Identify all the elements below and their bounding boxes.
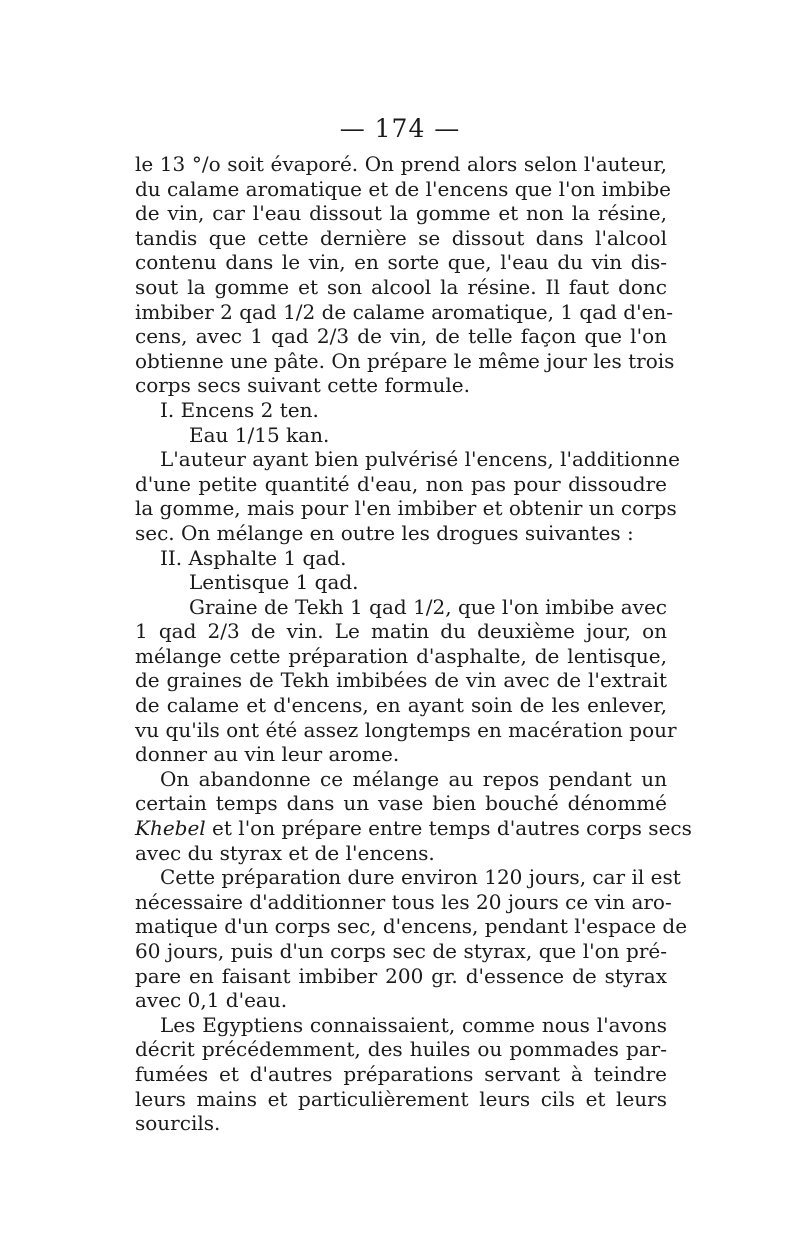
text-line: d'une petite quantité d'eau, non pas pour dissoudre — [135, 471, 667, 496]
text-line — [135, 816, 692, 841]
text-line: la gomme, mais pour l'en imbiber et obtenir un corps — [135, 496, 677, 521]
emphasized-term: Khebel — [135, 816, 206, 841]
text-line: II. Asphalte 1 qad. — [160, 545, 347, 570]
text-line: Les Egyptiens connaissaient, comme nous l'avons — [160, 1012, 667, 1037]
text-line: L'auteur ayant bien pulvérisé l'encens, l'additionne — [160, 447, 680, 472]
text-line: matique d'un corps sec, d'encens, pendant l'espace de — [135, 914, 688, 939]
text-line: décrit précédemment, des huiles ou pommades par- — [135, 1037, 667, 1062]
text-line: de vin, car l'eau dissout la gomme et non la résine, — [135, 201, 667, 226]
text-line: de calame et d'encens, en ayant soin de les enlever, — [135, 693, 667, 718]
text-line: Cette préparation dure environ 120 jours, car il est — [160, 865, 681, 890]
text-line: On abandonne ce mélange au repos pendant un — [160, 766, 667, 791]
text-line: sourcils. — [135, 1111, 221, 1136]
text-line: imbiber 2 qad 1/2 de calame aromatique, 1 qad d'en- — [135, 299, 674, 324]
text-line: Lentisque 1 qad. — [189, 570, 359, 595]
text-line: du calame aromatique et de l'encens que l'on imbibe — [135, 176, 671, 201]
text-line: de graines de Tekh imbibées de vin avec de l'extrait — [135, 668, 667, 693]
text-line: obtienne une pâte. On prépare le même jour les trois — [135, 348, 675, 373]
page-number: — 174 — — [339, 114, 461, 143]
text-line: certain temps dans un vase bien bouché dénommé — [135, 791, 667, 816]
text-line: 60 jours, puis d'un corps sec de styrax, que l'on pré- — [135, 939, 667, 963]
text-line: 1 qad 2/3 de vin. Le matin du deuxième jour, on — [135, 619, 667, 644]
text-line: leurs mains et particulièrement leurs cils et leurs — [135, 1086, 667, 1111]
text-line: avec du styrax et de l'encens. — [135, 840, 435, 865]
text-line: fumées et d'autres préparations servant à teindre — [135, 1061, 667, 1086]
text-line: sec. On mélange en outre les drogues suivantes : — [135, 520, 634, 545]
text-line-rest: et l'on prépare entre temps d'autres corps secs — [205, 816, 692, 841]
text-line: contenu dans le vin, en sorte que, l'eau du vin dis- — [135, 250, 667, 275]
body-text — [135, 152, 692, 1136]
text-line: pare en faisant imbiber 200 gr. d'essence de styrax — [135, 963, 667, 988]
text-line: Graine de Tekh 1 qad 1/2, que l'on imbibe avec — [189, 594, 667, 619]
text-line: vu qu'ils ont été assez longtemps en macération pour — [135, 717, 677, 742]
text-line: I. Encens 2 ten. — [160, 397, 319, 422]
text-line: le 13 °/o soit évaporé. On prend alors selon l'auteur, — [135, 152, 667, 176]
text-line: donner au vin leur arome. — [135, 742, 400, 767]
text-line: sout la gomme et son alcool la résine. Il faut donc — [135, 274, 667, 299]
text-line: cens, avec 1 qad 2/3 de vin, de telle façon que l'on — [135, 324, 667, 349]
text-line: tandis que cette dernière se dissout dans l'alcool — [135, 225, 667, 250]
text-line: Eau 1/15 kan. — [189, 422, 330, 447]
text-line: avec 0,1 d'eau. — [135, 988, 288, 1013]
text-line: corps secs suivant cette formule. — [135, 373, 470, 398]
text-line: mélange cette préparation d'asphalte, de lentisque, — [135, 643, 667, 668]
text-line: nécessaire d'additionner tous les 20 jours ce vin aro- — [135, 889, 672, 914]
